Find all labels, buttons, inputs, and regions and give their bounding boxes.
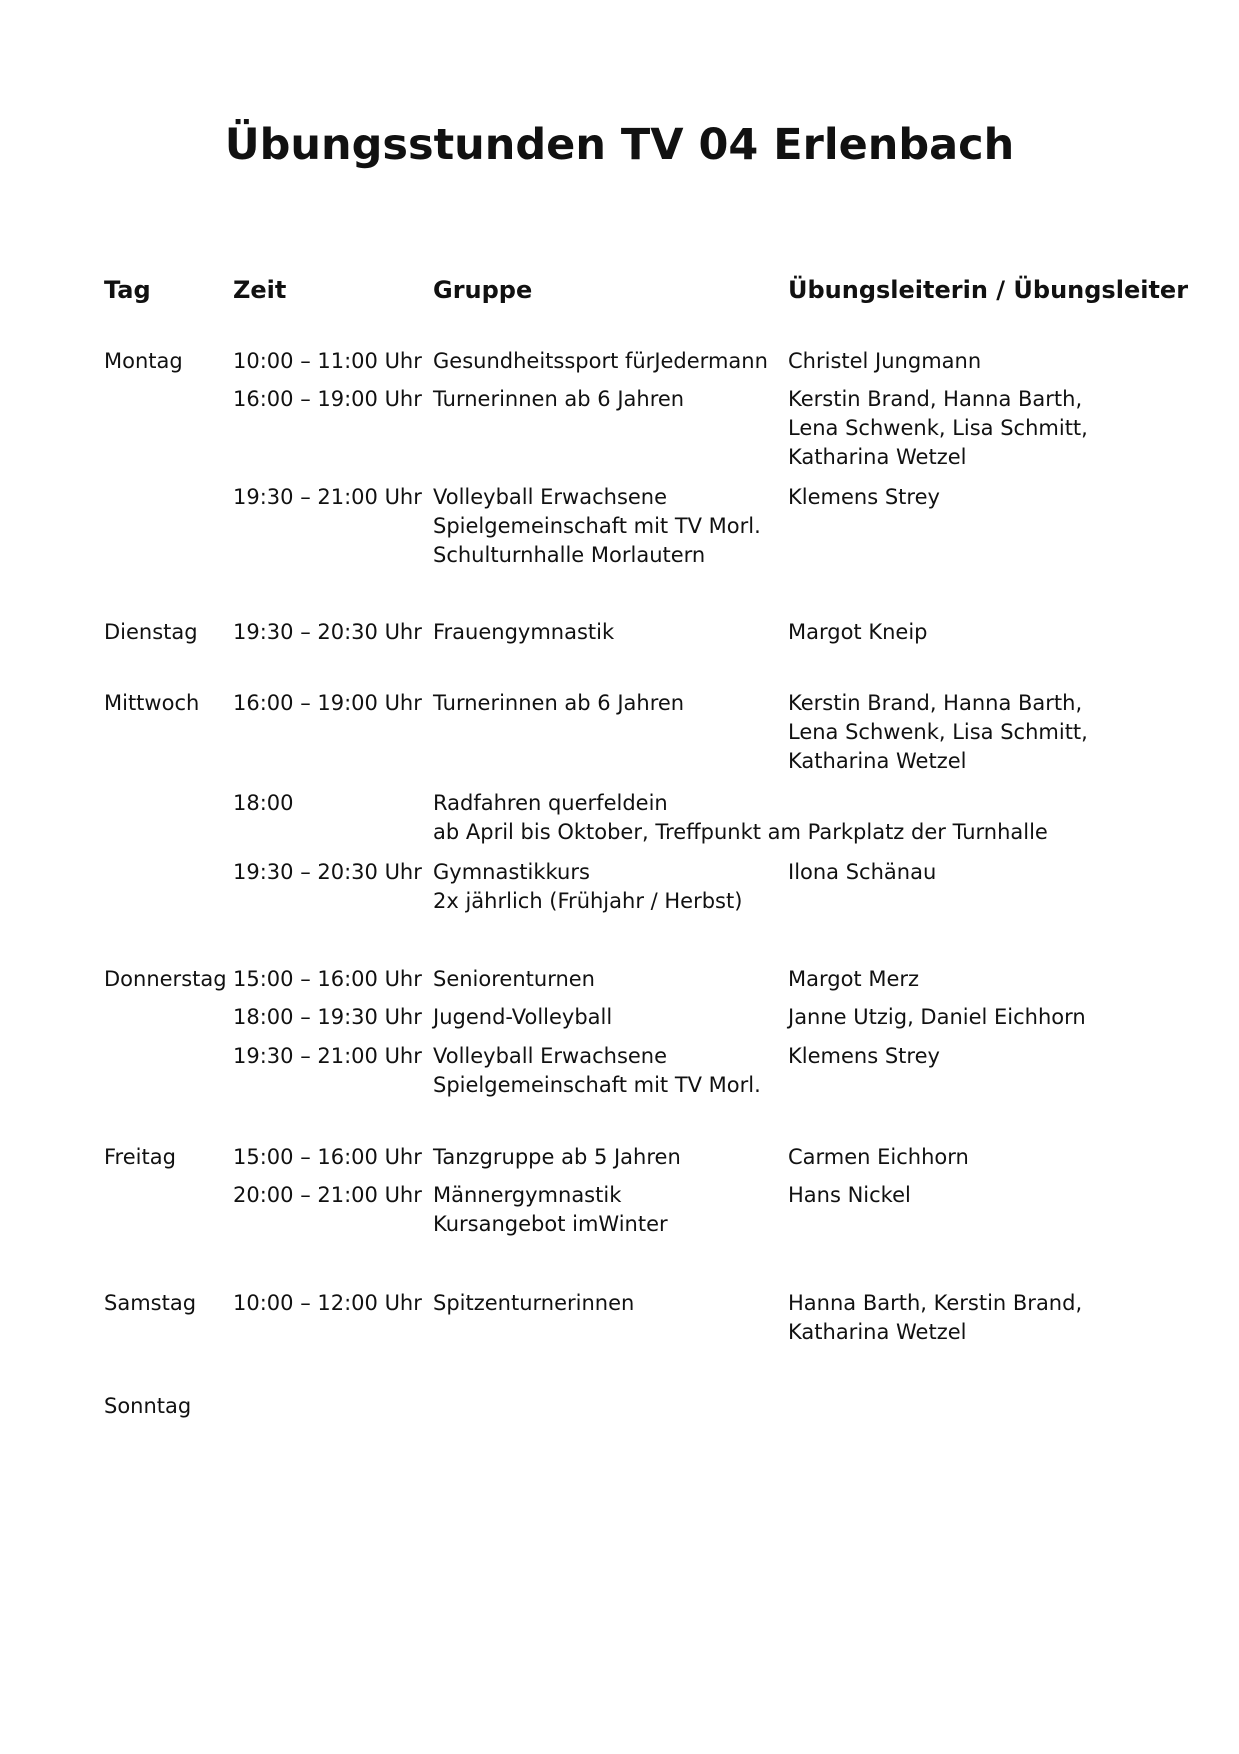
cell-gruppe (433, 347, 768, 376)
cell-gruppe (433, 618, 614, 647)
cell-gruppe-line: Volleyball Erwachsene (433, 1044, 668, 1068)
cell-gruppe-line: Gymnastikkurs (433, 860, 590, 884)
cell-zeit: 19:30 – 21:00 Uhr (233, 1044, 422, 1068)
cell-gruppe-line: ab April bis Oktober, Treffpunkt am Parkplatz der Turnhalle (433, 820, 1048, 844)
cell-leiter (788, 1181, 911, 1210)
cell-leiter-line: Katharina Wetzel (788, 749, 967, 773)
cell-gruppe-line: Radfahren querfeldein (433, 791, 668, 815)
cell-leiter-line: Carmen Eichhorn (788, 1145, 969, 1169)
cell-zeit: 20:00 – 21:00 Uhr (233, 1183, 422, 1207)
cell-zeit: 10:00 – 11:00 Uhr (233, 349, 422, 373)
cell-leiter (788, 1289, 1082, 1347)
cell-tag: Sonntag (104, 1394, 192, 1418)
cell-gruppe (433, 385, 684, 414)
header-tag: Tag (104, 276, 151, 304)
cell-tag: Dienstag (104, 620, 198, 644)
cell-gruppe (433, 789, 1048, 847)
cell-gruppe-line: Seniorenturnen (433, 967, 595, 991)
cell-gruppe (433, 858, 742, 916)
cell-leiter-line: Margot Kneip (788, 620, 928, 644)
cell-leiter-line: Kerstin Brand, Hanna Barth, (788, 387, 1083, 411)
cell-gruppe-line: 2x jährlich (Frühjahr / Herbst) (433, 889, 743, 913)
cell-leiter (788, 618, 928, 647)
cell-leiter-line: Katharina Wetzel (788, 1320, 967, 1344)
cell-gruppe (433, 1042, 761, 1100)
cell-gruppe (433, 965, 595, 994)
cell-gruppe (433, 1289, 634, 1318)
cell-zeit: 18:00 – 19:30 Uhr (233, 1005, 422, 1029)
cell-leiter-line: Lena Schwenk, Lisa Schmitt, (788, 416, 1088, 440)
cell-gruppe-line: Gesundheitssport fürJedermann (433, 349, 768, 373)
header-gruppe: Gruppe (433, 276, 533, 304)
cell-gruppe-line: Männergymnastik (433, 1183, 622, 1207)
cell-leiter (788, 385, 1088, 472)
cell-gruppe (433, 689, 684, 718)
cell-leiter (788, 689, 1088, 776)
cell-gruppe-line: Schulturnhalle Morlautern (433, 543, 706, 567)
cell-gruppe-line: Tanzgruppe ab 5 Jahren (433, 1145, 681, 1169)
cell-leiter-line: Hanna Barth, Kerstin Brand, (788, 1291, 1083, 1315)
header-zeit: Zeit (233, 276, 287, 304)
cell-leiter (788, 858, 936, 887)
cell-leiter (788, 483, 940, 512)
cell-leiter-line: Ilona Schänau (788, 860, 937, 884)
cell-zeit: 19:30 – 20:30 Uhr (233, 620, 422, 644)
cell-gruppe (433, 1003, 612, 1032)
cell-zeit: 15:00 – 16:00 Uhr (233, 1145, 422, 1169)
cell-leiter (788, 965, 919, 994)
cell-gruppe-line: Volleyball Erwachsene (433, 485, 668, 509)
cell-gruppe-line: Turnerinnen ab 6 Jahren (433, 387, 685, 411)
cell-leiter-line: Janne Utzig, Daniel Eichhorn (788, 1005, 1086, 1029)
cell-leiter (788, 1143, 969, 1172)
cell-leiter-line: Klemens Strey (788, 1044, 940, 1068)
cell-leiter-line: Christel Jungmann (788, 349, 982, 373)
cell-zeit: 18:00 (233, 791, 294, 815)
cell-gruppe-line: Spielgemeinschaft mit TV Morl. (433, 1073, 761, 1097)
cell-zeit: 15:00 – 16:00 Uhr (233, 967, 422, 991)
cell-tag: Donnerstag (104, 967, 227, 991)
cell-gruppe-line: Jugend-Volleyball (433, 1005, 613, 1029)
header-leiter: Übungsleiterin / Übungsleiter (788, 276, 1189, 304)
cell-gruppe-line: Turnerinnen ab 6 Jahren (433, 691, 685, 715)
cell-leiter-line: Klemens Strey (788, 485, 940, 509)
cell-gruppe (433, 1143, 681, 1172)
cell-zeit: 10:00 – 12:00 Uhr (233, 1291, 422, 1315)
cell-leiter-line: Lena Schwenk, Lisa Schmitt, (788, 720, 1088, 744)
cell-tag: Montag (104, 349, 183, 373)
cell-zeit: 16:00 – 19:00 Uhr (233, 691, 422, 715)
cell-gruppe-line: Spitzenturnerinnen (433, 1291, 635, 1315)
cell-leiter-line: Kerstin Brand, Hanna Barth, (788, 691, 1083, 715)
cell-tag: Freitag (104, 1145, 176, 1169)
cell-gruppe-line: Kursangebot imWinter (433, 1212, 668, 1236)
page-title: Übungsstunden TV 04 Erlenbach (224, 120, 1015, 170)
cell-zeit: 19:30 – 20:30 Uhr (233, 860, 422, 884)
cell-gruppe (433, 483, 761, 570)
cell-leiter-line: Katharina Wetzel (788, 445, 967, 469)
cell-gruppe (433, 1181, 668, 1239)
cell-leiter (788, 347, 981, 376)
cell-leiter-line: Hans Nickel (788, 1183, 911, 1207)
cell-zeit: 16:00 – 19:00 Uhr (233, 387, 422, 411)
cell-tag: Samstag (104, 1291, 197, 1315)
cell-leiter (788, 1003, 1086, 1032)
cell-leiter (788, 1042, 940, 1071)
cell-gruppe-line: Frauengymnastik (433, 620, 615, 644)
cell-leiter-line: Margot Merz (788, 967, 920, 991)
cell-tag: Mittwoch (104, 691, 200, 715)
cell-zeit: 19:30 – 21:00 Uhr (233, 485, 422, 509)
cell-gruppe-line: Spielgemeinschaft mit TV Morl. (433, 514, 761, 538)
